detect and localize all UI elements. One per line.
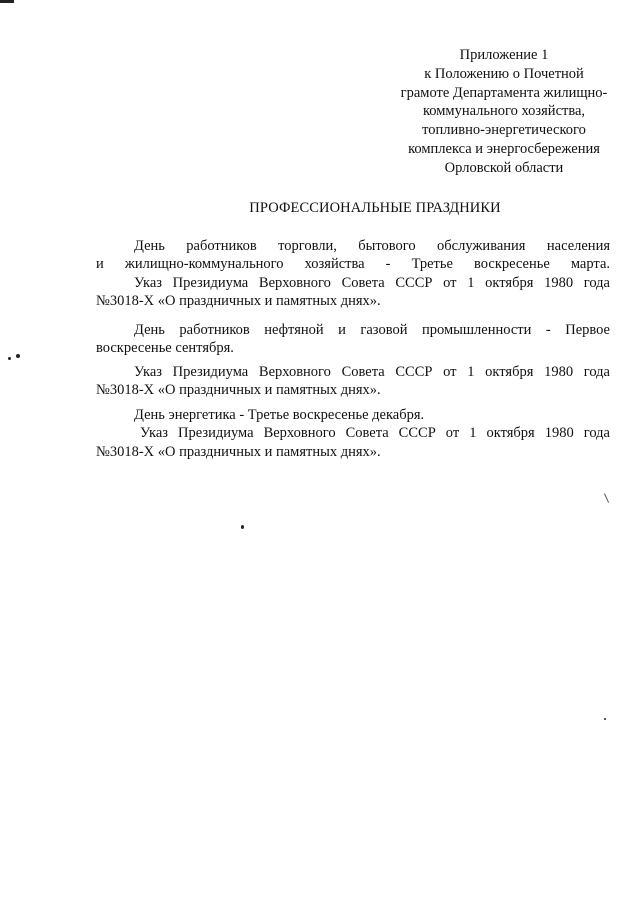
appendix-line: грамоте Департамента жилищно-	[400, 84, 608, 101]
decree-line: №3018-Х «О праздничных и памятных днях».	[96, 381, 381, 398]
scan-artifact	[16, 354, 20, 358]
holiday-entry	[96, 237, 610, 310]
holiday-entry	[96, 321, 610, 399]
decree-line: Указ Президиума Верховного Совета СССР от 1 октября 1980 года	[140, 425, 610, 442]
scan-artifact	[604, 493, 609, 502]
decree-line: №3018-Х «О праздничных и памятных днях».	[96, 443, 381, 460]
decree-line: Указ Президиума Верховного Совета СССР от 1 октября 1980 года	[134, 274, 610, 291]
holiday-line: воскресенье сентября.	[96, 340, 234, 357]
appendix-line: комплекса и энергосбережения	[408, 140, 600, 157]
scan-artifact	[604, 718, 606, 720]
scan-artifact	[0, 0, 14, 3]
appendix-reference	[384, 46, 624, 178]
decree-line: №3018-Х «О праздничных и памятных днях».	[96, 292, 381, 309]
appendix-line: топливно-энергетического	[422, 122, 586, 139]
holiday-line: День энергетика - Третье воскресенье декабря.	[134, 407, 425, 423]
document-title: ПРОФЕССИОНАЛЬНЫЕ ПРАЗДНИКИ	[249, 200, 501, 216]
appendix-line: коммунального хозяйства,	[422, 103, 586, 120]
scan-artifact	[8, 357, 11, 360]
appendix-line: к Положению о Почетной	[424, 65, 584, 82]
scan-artifact	[241, 525, 244, 529]
holiday-entry	[96, 406, 610, 461]
appendix-line: Приложение 1	[459, 47, 549, 63]
holiday-line: День работников нефтяной и газовой промышленности - Первое	[134, 322, 610, 338]
holiday-line: День работников торговли, бытового обслуживания населения	[134, 238, 610, 254]
decree-line: Указ Президиума Верховного Совета СССР от 1 октября 1980 года	[134, 363, 610, 380]
appendix-line: Орловской области	[444, 159, 564, 176]
holiday-line: и жилищно-коммунального хозяйства - Третье воскресенье марта.	[96, 256, 610, 273]
